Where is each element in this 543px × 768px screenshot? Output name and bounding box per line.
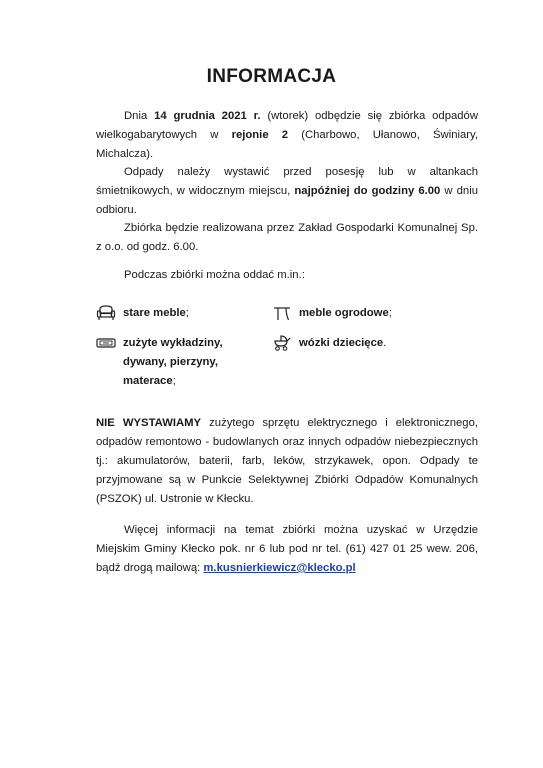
item-suffix: ; [172, 375, 176, 387]
collection-date: 14 grudnia 2021 r. [154, 110, 261, 122]
item-suffix: ; [185, 307, 189, 319]
item-suffix: ; [388, 307, 392, 319]
paragraph-contact [96, 521, 478, 578]
text: Podczas zbiórki można oddać m.in.: [124, 269, 305, 281]
item-carpets [123, 334, 263, 391]
deadline: najpóźniej do godziny 6.00 [294, 185, 441, 197]
text: (wtorek) odbędzie się zbiórka odpadów wielkogabarytowych w [96, 110, 478, 141]
armchair-icon [96, 305, 116, 321]
text: w dniu odbioru. [96, 185, 479, 216]
paragraph-excluded-waste [96, 414, 478, 509]
text: (Charbowo, Ułanowo, Świniary, Michalcza). [96, 129, 478, 160]
warning-lead: NIE WYSTAWIAMY [96, 417, 202, 429]
email-link[interactable]: m.kusnierkiewicz@klecko.pl [203, 562, 356, 574]
item-suffix: . [383, 337, 387, 349]
collection-region: rejonie 2 [231, 129, 289, 141]
item-label: stare meble [123, 307, 186, 319]
carpet-icon [96, 335, 116, 351]
item-label: zużyte wykładziny, dywany, pierzyny, materace [123, 337, 223, 387]
text: Dnia [124, 110, 155, 122]
garden-table-icon [272, 305, 292, 321]
item-label: wózki dziecięce [299, 337, 384, 349]
paragraph-collection-date [96, 107, 478, 164]
stroller-icon [272, 335, 292, 351]
item-old-furniture [123, 304, 189, 323]
item-label: meble ogrodowe [299, 307, 389, 319]
paragraph-items-intro [96, 266, 478, 285]
text: Więcej informacji na temat zbiórki można uzyskać w Urzędzie Miejskim Gminy Kłecko pok. nr 6 lub pod nr tel. (61) 427 01 25 wew. 206, bądź drogą mailową: [96, 524, 478, 574]
text: Odpady należy wystawić przed posesję lub w altankach śmietnikowych, w widocznym miejscu, [96, 166, 478, 197]
item-strollers [299, 334, 386, 353]
text: Zbiórka będzie realizowana przez Zakład Gospodarki Komunalnej Sp. z o.o. od godz. 6.00. [96, 222, 478, 253]
text: zużytego sprzętu elektrycznego i elektronicznego, odpadów remontowo - budowlanych oraz innych odpadów niebezpiecznych tj.: akumulatorów, baterii, farb, leków, strzykawek, opon. Odpady te przyjmowane są w Punkcie Selektywnej Zbiórki Odpadów Komunalnych (PSZOK) ul. Ustronie w Kłecku. [96, 417, 478, 505]
item-garden-furniture [299, 304, 392, 323]
page-title: INFORMACJA [206, 66, 337, 87]
paragraph-placement [96, 163, 478, 220]
paragraph-operator [96, 219, 478, 257]
